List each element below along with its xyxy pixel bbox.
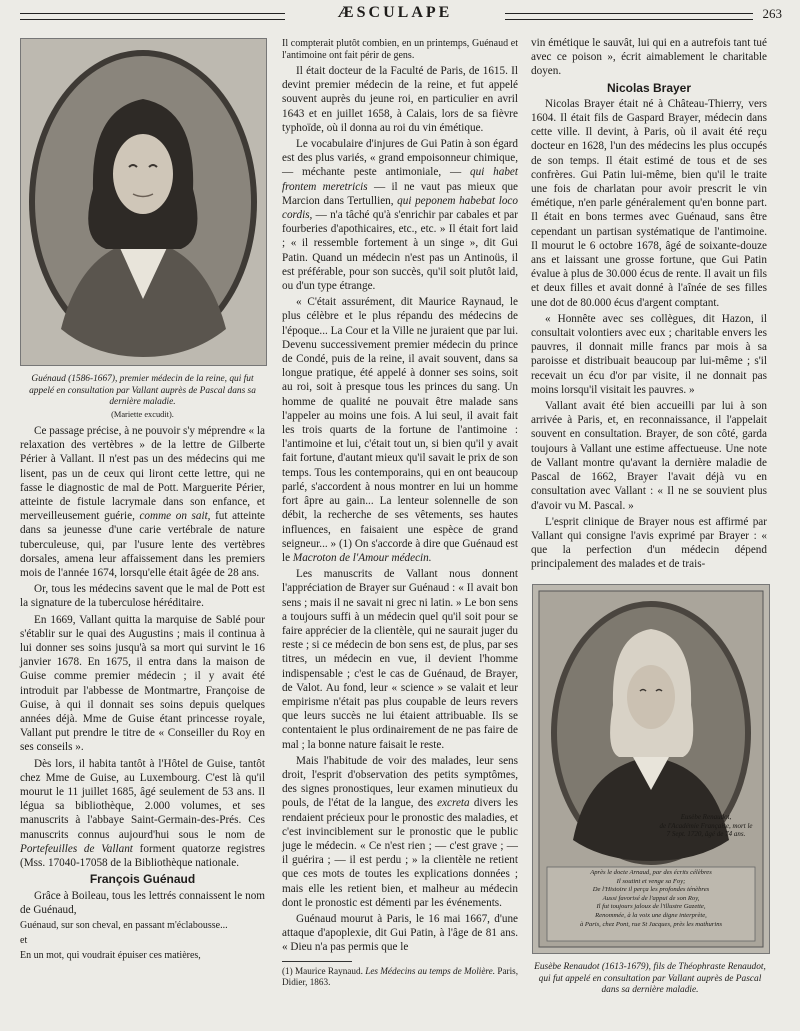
page-number: 263 xyxy=(762,6,782,21)
section-heading-brayer: Nicolas Brayer xyxy=(606,80,692,95)
engraving-line: De l'Histoire il perça les profondes ténèbres xyxy=(592,886,710,894)
portrait-renaudot xyxy=(532,584,770,954)
paragraph: En 1669, Vallant quitta la marquise de Sablé pour s'établir sur le quai des Augustins ; mais il continua à lui donner ses soins jusqu'à sa mort qui survint le 16 janvier 1678. En 1675, il entra dans la maison de Guise comme premier médecin ; il y avait été introduit par l'abbesse de Montmartre, Françoise de Guise, à qui il donnait ses soins depuis quelques années déjà. Mme de Guise étant princesse royale, Vallant put prendre le titre de « Conseiller du Roy en ses conseils ». xyxy=(20,613,265,754)
verse-continuation: Il compterait plutôt combien, en un printemps, Guénaud et l'antimoine ont fait périr de gens. xyxy=(282,38,518,61)
paragraph: Nicolas Brayer était né à Château-Thierry, vers 1604. Il était fils de Gaspard Brayer, médecin dans cette ville. Il devint, à Paris, où il avait été reçu docteur en 1628, l'un des médecins les plus occupés de son temps. Il était estimé de tous et de ses confrères. Gui Patin lui-même, bien qu'il le traite une fois de charlatan pour avoir prescrit le vin émétique, n'en parle généralement qu'en bonne part. Il était en bons termes avec Guénaud, sans être cependant un partisan systématique de l'antimoine. Il mourut le 6 octobre 1678, âgé de soixante-douze ans et laissant une grosse fortune, que Gui Patin évalue à plus de 30.000 écus de rente. Il avait un fils et deux filles et avait donné à l'aînée de ses filles une dot de 80.000 écus d'argent comptant. xyxy=(531,97,767,309)
paragraph: Le vocabulaire d'injures de Gui Patin à son égard est des plus variés, « grand empoisonneur chimique, — méchante peste antimoniale, — qui habet frontem meretricis — il ne vaut pas mieux que Marcion dans Tertullien, qui peponem habebat loco cordis, — n'a tâché qu'à s'enrichir par cabales et par fourberies d'apothicaires, etc., etc. » Il était fort laid ; « il ressemble fortement à un singe », dit Gui Patin. Quand un médecin n'est pas un Antinoüs, il est préférable, pour son succès, qu'il soit plutôt laid, ou d'un type étrange. xyxy=(282,138,519,293)
figure1-caption xyxy=(22,374,263,420)
engraving-verse xyxy=(549,869,753,929)
paragraph: « C'était assurément, dit Maurice Raynaud, le plus célèbre et le plus répandu des médecins de l'époque... La Cour et la Ville ne juraient que par lui. Devenu successivement premier médecin du prince de Condé, puis de la reine, il avait souvent, dans sa longue pratique, été appelé à donner ses soins, soit au roi, soit à presque tous les princes du sang. Un homme de qualité ne pouvait être malade sans l'appeler au moins une fois. A lui seul, il avait fait les trois quarts de la fortune de l'antimoine : l'antimoine et lui, c'était tout un, si bien qu'il y avait fait fortune, d'autant mieux qu'il savait le prix de son temps. Tous les contemporains, qui en ont beaucoup parlé, s'accordent à nous montrer en lui un homme fort âpre au gain... La lenteur solennelle de son débit, la recherche de ses vêtements, ses hautes influences, en faisaient une espèce de grand seigneur... » (1) On s'accorde à dire que Guénaud est le Macroton de l'Amour médecin. xyxy=(282,296,518,564)
paragraph: vin émétique le sauvât, lui qui en a autrefois tant tué avec ce poison », écrit aimablement le charitable doyen. xyxy=(531,37,767,78)
engraving-line: Il fut toujours jaloux de l'illustre Gazette, xyxy=(596,903,706,911)
paragraph: Grâce à Boileau, tous les lettrés connaissent le nom de Guénaud, xyxy=(20,889,265,916)
figure1-caption-text: Guénaud (1586-1667), premier médecin de la reine, qui fut appelé en consultation par Vallant auprès de Pascal dans sa dernière maladie. xyxy=(29,374,256,407)
footnote-rule xyxy=(282,961,352,962)
portrait-guenaud xyxy=(20,38,267,366)
figure2-caption-text: Eusèbe Renaudot (1613-1679), fils de Théophraste Renaudot, qui fut appelé en consultation par Vallant auprès de Pascal dans sa dernière maladie. xyxy=(534,962,766,995)
paragraph: L'esprit clinique de Brayer nous est affirmé par Vallant qui consigne l'avis exprimé par Brayer : « que la perfection d'un médecin dépend principalement des malades et de trais- xyxy=(531,515,767,571)
figure2-caption xyxy=(532,962,768,997)
verse-connector: et xyxy=(20,934,28,946)
journal-title: ÆSCULAPE xyxy=(337,4,453,21)
header-rule-left xyxy=(20,13,285,20)
engraving-line: Il soutint et venge sa Foy; xyxy=(616,877,686,885)
engraving-line: de l'Académie Française, mort le xyxy=(659,821,753,830)
column-2 xyxy=(282,36,518,988)
paragraph: « Honnête avec ses collègues, dit Hazon, il consultait volontiers avec eux ; charitable envers les pauvres, il donnait mille francs par mois à sa paroisse et distribuait beaucoup par lui-même ; s'il recevait un écu d'or par visite, il ne donnait pas moins lorsqu'il visitait les pauvres. » xyxy=(531,312,767,396)
running-header xyxy=(20,4,782,28)
figure1-credit: (Mariette excudit). xyxy=(111,409,174,419)
verse-line: En un mot, qui voudrait épuiser ces matières, xyxy=(20,949,201,961)
paragraph: Vallant avait été bien accueilli par lui à son arrivée à Paris, et, en reconnaissance, il l'appelait souvent en consultation. Brayer, de son côté, garda toujours à Vallant une estime affectueuse. Une note de Vallant montre qu'avant la dernière maladie de Pascal de 1662, Brayer l'avait déjà vu en consultation avec Vallant : « Il ne se souvient plus d'avoir vu M. Pascal. » xyxy=(531,400,767,512)
engraving-name-plate xyxy=(651,813,761,839)
column-3 xyxy=(531,36,767,572)
header-rule-right xyxy=(505,13,753,20)
verse-line: Guénaud, sur son cheval, en passant m'éclabousse... xyxy=(20,919,228,931)
engraving-line: Après le docte Arnaud, par des écrits célèbres xyxy=(590,869,712,876)
engraving-line: Aussi favorisé de l'appui de son Roy, xyxy=(602,894,700,902)
paragraph: Mais l'habitude de voir des malades, leur sens droit, l'esprit d'observation des petits symptômes, des signes pronostiques, leur examen minutieux du pouls, de l'état de la langue, des excreta divers les rendaient précieux pour le pronostic des maladies, et c'est invinciblement sur le pronostic que le public juge le médecin. « Ce n'est rien ; — c'est grave ; — il guérira ; — il est perdu ; » la clientèle ne retient que ces mots de toutes les explications données ; mais elle les retient bien, et malheur au médecin dont le pronostic est démenti par les événements. xyxy=(282,754,518,909)
paragraph: Or, tous les médecins savent que le mal de Pott est la signature de la tuberculose héréditaire. xyxy=(20,583,265,610)
engraving-line: Eusèbe Renaudot, xyxy=(680,813,732,821)
engraving-line: à Paris, chez Pont, rue St Jacques, près les mathurins xyxy=(579,920,723,928)
paragraph: Dès lors, il habita tantôt à l'Hôtel de Guise, tantôt chez Mme de Guise, au Luxembourg. C'est là qu'il mourut le 11 juillet 1685, âgé seulement de 53 ans. Il légua sa bibliothèque, 2.000 volumes, et ses manuscrits à l'abbaye Saint-Germain-des-Prés. Ces manuscrits connus aujourd'hui sous le nom de Portefeuilles de Vallant forment quatorze registres (Mss. 17040-17058 de la Bibliothèque nationale. xyxy=(20,757,265,870)
paragraph: Les manuscrits de Vallant nous donnent l'appréciation de Brayer sur Guénaud : « Il avait bon sens ; mais il ne savait ni grec ni latin. » Le bon sens a toujours suffi à un médecin quel qu'il soit pour se faire apprécier de la clientèle, qui ne saurait juger du reste ; si ce médecin de bon sens est, de plus, par ses titres, un médecin en vue, il devient l'homme indispensable ; c'est le cas de Guénaud, de Brayer, de Valot. Au fond, leur « science » se valait et leur empirisme n'était pas plus coupable de leurs revers que leurs succès ne lui étaient attribuable. Ils se contentaient le plus ordinairement de ne pas faire de mal ; la bonne nature faisait le reste. xyxy=(282,568,518,751)
footnote: (1) Maurice Raynaud. Les Médecins au temps de Molière. Paris, Didier, 1863. xyxy=(282,965,519,987)
engraving-line: Renommée, à la voix une digne interprète, xyxy=(595,911,707,919)
paragraph: Il était docteur de la Faculté de Paris, de 1615. Il devint premier médecin de la reine, et fut appelé souvent auprès du jeune roi, en particulier en avril 1643 et en juillet 1658, à Calais, lors de sa fièvre typhoïde, où il donna au roi du vin émétique. xyxy=(282,65,518,134)
column-1 xyxy=(20,424,265,964)
paragraph: Guénaud mourut à Paris, le 16 mai 1667, d'une attaque d'apoplexie, dit Gui Patin, à l'âge de 81 ans. « Dieu n'a pas permis que le xyxy=(282,912,518,954)
paragraph: Ce passage précise, à ne pouvoir s'y méprendre « la relaxation des vertèbres » de la lettre de Gilberte Périer à Vallant. Il n'est pas un des médecins qui me lisent, pas un de ceux qui liront cette lettre, qui ne fasse le diagnostic de mal de Pott. Marguerite Périer, atteinte de fistule lacrymale dans son enfance, et merveilleusement guérie, comme on sait, fut atteinte dans sa jeunesse d'une carie vertébrale de nature tuberculeuse, qui, par l'usure lente des vertèbres dorsales, amena leur affaissement dans les premiers mois de l'année 1674, lorsqu'elle était âgée de 28 ans. xyxy=(20,425,266,580)
section-heading-guenaud: François Guénaud xyxy=(89,872,196,887)
engraving-line: 7 Sept. 1720, âgé de 74 ans. xyxy=(666,830,746,838)
